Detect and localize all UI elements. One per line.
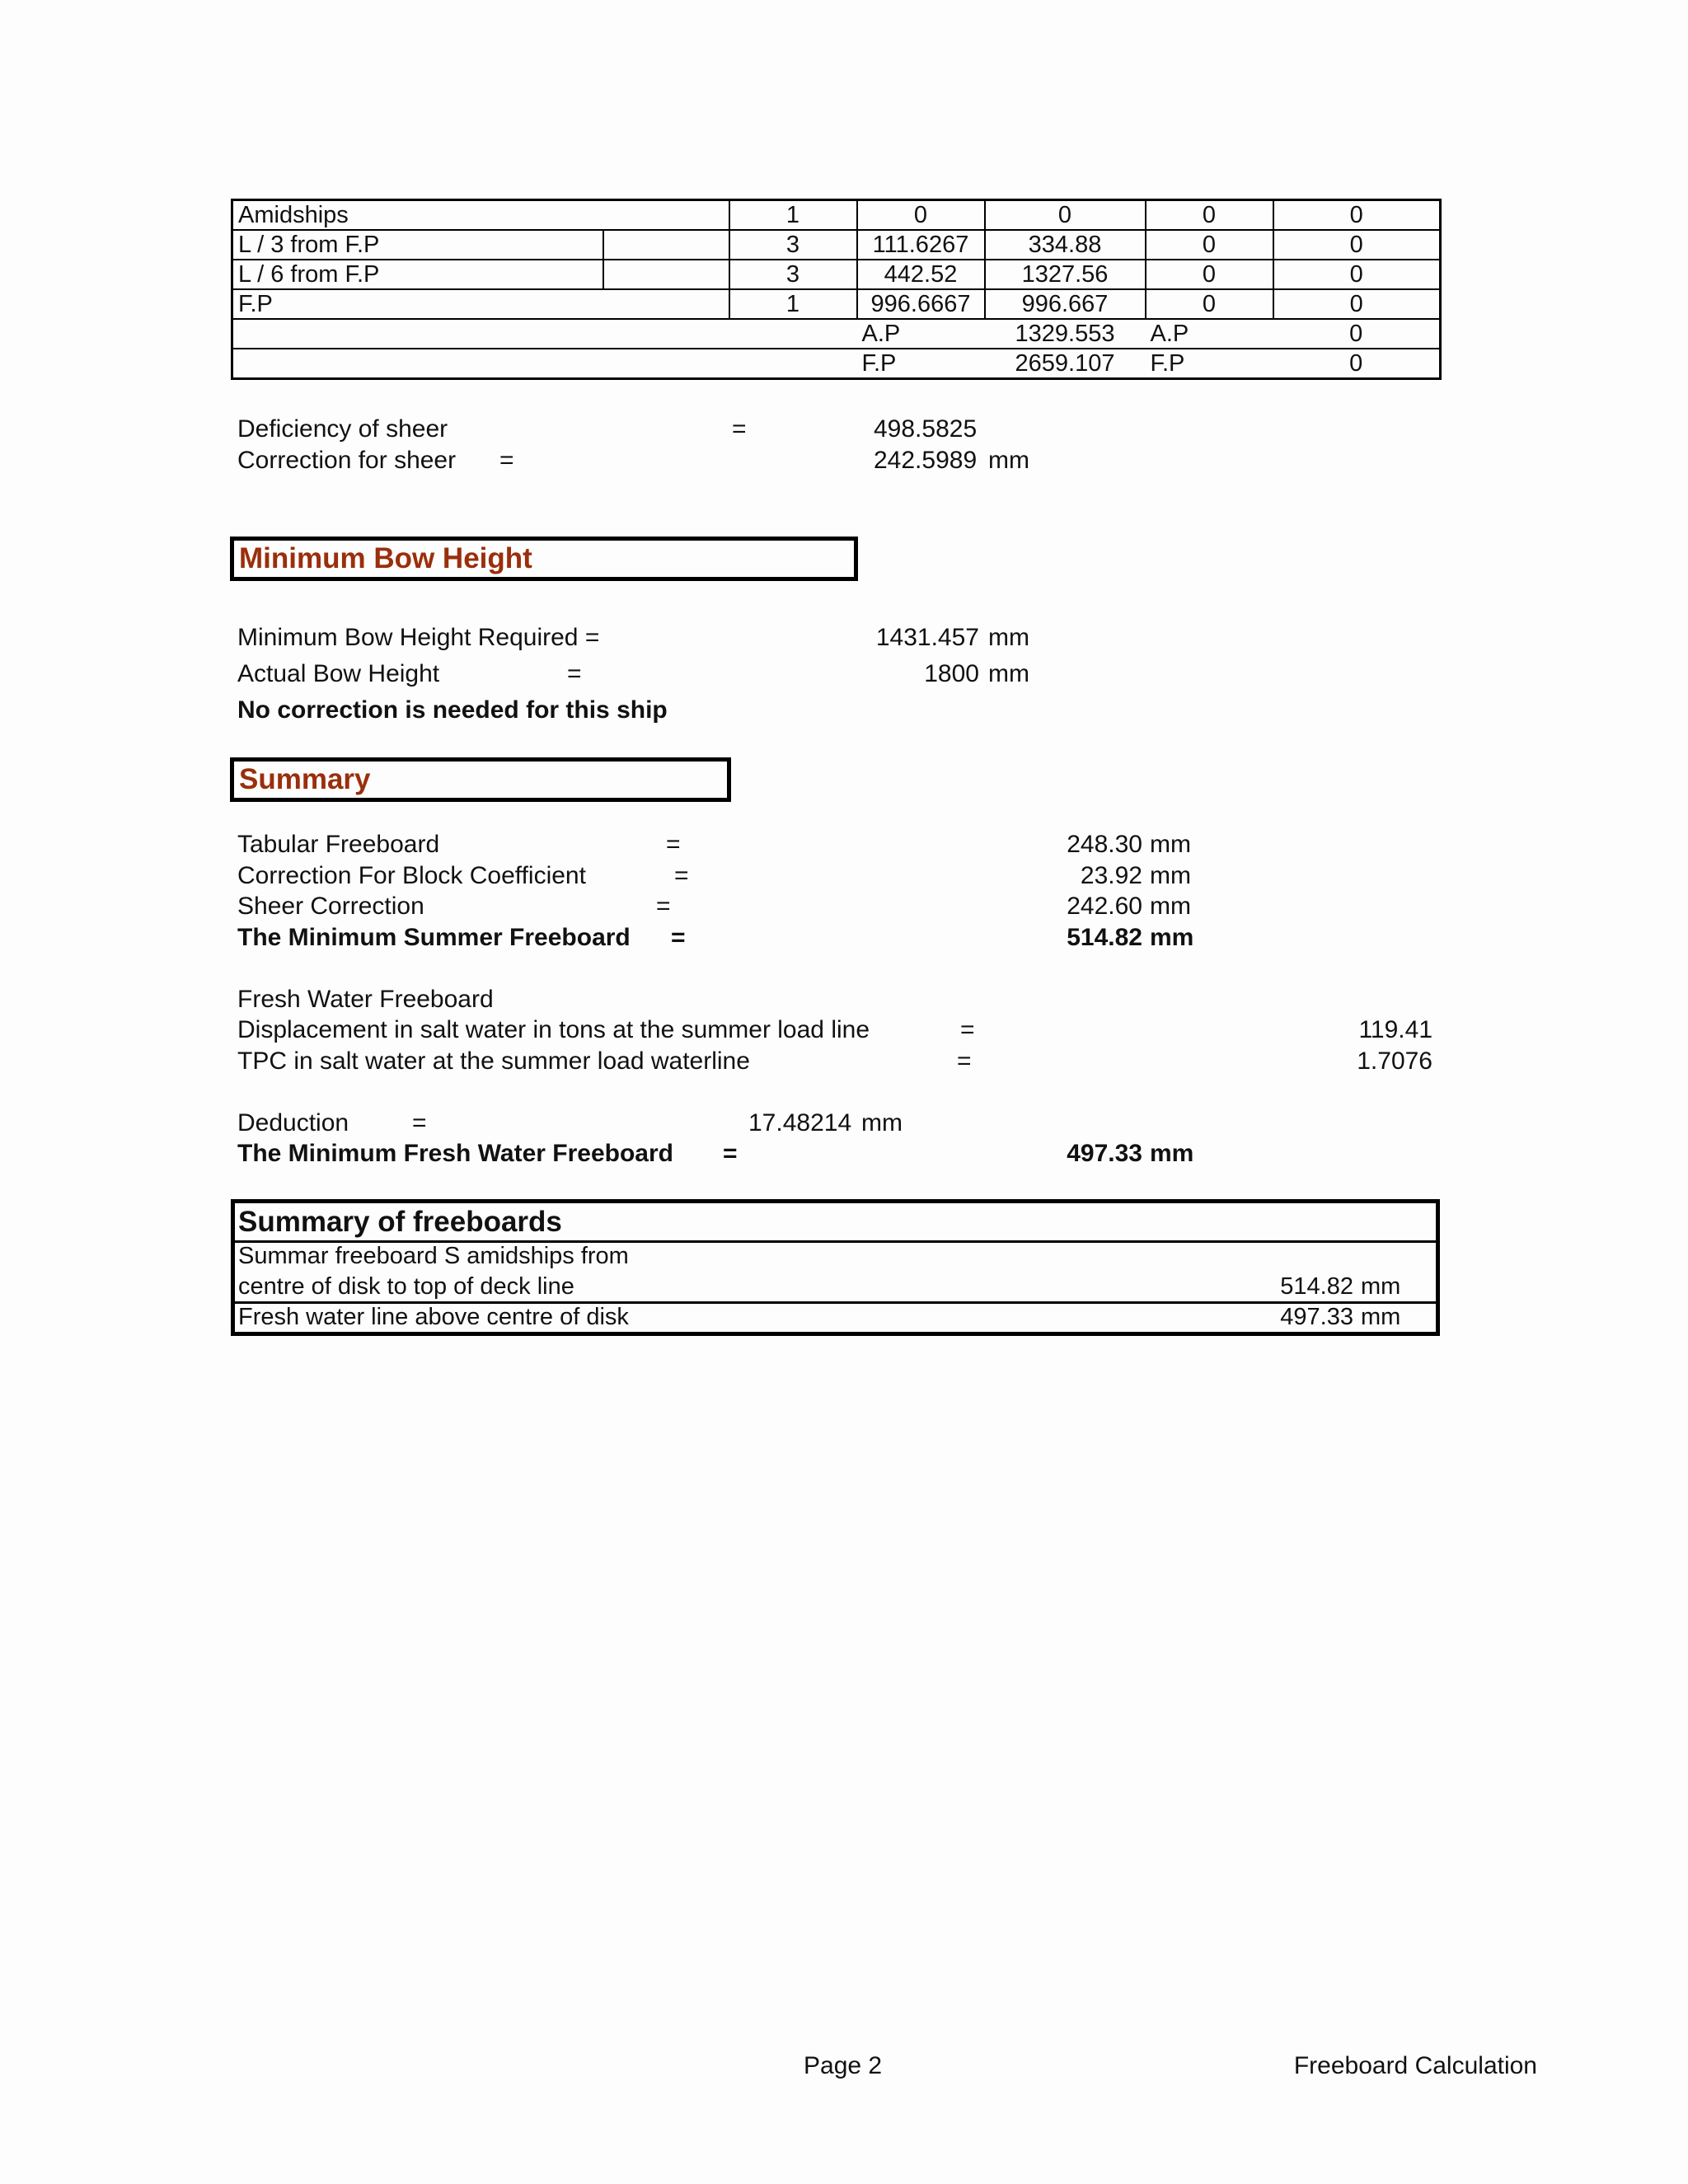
page-number: Page 2: [804, 2052, 883, 2079]
value-cell: 0: [1146, 200, 1273, 231]
table-row: [232, 230, 1441, 260]
bow-actual-label: Actual Bow Height: [237, 660, 440, 687]
total-value: 2659.107: [985, 349, 1146, 379]
deficiency-value: 498.5825: [874, 415, 978, 443]
min-summer-freeboard-label: The Minimum Summer Freeboard: [237, 924, 631, 951]
tpc-label: TPC in salt water at the summer load waterline: [237, 1047, 750, 1075]
correction-value: 242.5989: [874, 447, 978, 474]
station-cell: Amidships: [232, 200, 729, 231]
block-coefficient-unit: mm: [1150, 862, 1191, 889]
tabular-freeboard-unit: mm: [1150, 831, 1191, 858]
min-summer-freeboard-unit: mm: [1150, 924, 1194, 951]
value-cell: 0: [1146, 289, 1273, 319]
value-cell: 442.52: [857, 260, 985, 289]
min-fresh-water-freeboard-unit: mm: [1150, 1140, 1194, 1167]
value-cell: 0: [1273, 289, 1441, 319]
bow-actual-value: 1800: [924, 660, 979, 687]
min-fresh-water-freeboard-equals: =: [723, 1140, 738, 1167]
sheer-correction-value: 242.60: [1067, 893, 1142, 920]
sheer-correction-label: Sheer Correction: [237, 893, 424, 920]
bow-required-label: Minimum Bow Height Required =: [237, 624, 600, 651]
displacement-label: Displacement in salt water in tons at the summer load line: [237, 1016, 870, 1043]
summer-freeboard-unit: mm: [1361, 1273, 1401, 1300]
simpson-multiplier-cell: 3: [729, 260, 857, 289]
summary-heading: Summary: [230, 757, 731, 802]
value-cell: 0: [1146, 230, 1273, 260]
block-coefficient-equals: =: [674, 862, 689, 889]
min-summer-freeboard-value: 514.82: [1067, 924, 1142, 951]
correction-equals: =: [499, 447, 514, 474]
table-row-total: [232, 349, 1441, 379]
deficiency-label: Deficiency of sheer: [237, 415, 448, 443]
simpson-multiplier-cell: 1: [729, 200, 857, 231]
summer-freeboard-line2: centre of disk to top of deck line: [238, 1273, 574, 1300]
min-fresh-water-freeboard-value: 497.33: [1067, 1140, 1142, 1167]
value-cell: 0: [1273, 260, 1441, 289]
simpson-multiplier-cell: 1: [729, 289, 857, 319]
min-summer-freeboard-equals: =: [671, 924, 686, 951]
value-cell: 0: [985, 200, 1146, 231]
table-row: [232, 260, 1441, 289]
deduction-label: Deduction: [237, 1109, 349, 1137]
deduction-value: 17.48214: [748, 1109, 852, 1137]
deduction-equals: =: [412, 1109, 427, 1137]
value-cell: 0: [1273, 230, 1441, 260]
bow-required-unit: mm: [988, 624, 1029, 651]
correction-label: Correction for sheer: [237, 447, 457, 474]
summer-freeboard-value: 514.82: [1280, 1273, 1353, 1300]
total-label: F.P: [857, 349, 985, 379]
tabular-freeboard-label: Tabular Freeboard: [237, 831, 440, 858]
station-cell: L / 3 from F.P: [232, 230, 603, 260]
bow-note: No correction is needed for this ship: [237, 696, 668, 724]
value-cell: 0: [1146, 260, 1273, 289]
footer-title: Freeboard Calculation: [1293, 2052, 1537, 2079]
value-cell: 996.667: [985, 289, 1146, 319]
tabular-freeboard-value: 248.30: [1067, 831, 1142, 858]
fresh-water-line-value: 497.33: [1280, 1304, 1353, 1330]
table-row: [232, 289, 1441, 319]
bow-actual-equals: =: [567, 660, 582, 687]
total-value: 1329.553: [985, 319, 1146, 349]
sheer-table: [231, 199, 1442, 380]
correction-unit: mm: [988, 447, 1029, 474]
simpson-multiplier-cell: 3: [729, 230, 857, 260]
empty-cell: [603, 230, 729, 260]
total-label: F.P: [1146, 349, 1273, 379]
tpc-equals: =: [957, 1047, 972, 1075]
sheer-correction-equals: =: [656, 893, 671, 920]
value-cell: 996.6667: [857, 289, 985, 319]
summary-of-freeboards-title: Summary of freeboards: [238, 1206, 562, 1238]
tpc-value: 1.7076: [1357, 1047, 1432, 1075]
block-coefficient-label: Correction For Block Coefficient: [237, 862, 586, 889]
value-cell: 111.6267: [857, 230, 985, 260]
deficiency-equals: =: [732, 415, 747, 443]
summary-of-freeboards-table: [231, 1199, 1440, 1336]
bow-actual-unit: mm: [988, 660, 1029, 687]
station-cell: F.P: [232, 289, 729, 319]
block-coefficient-value: 23.92: [1080, 862, 1142, 889]
displacement-equals: =: [960, 1016, 975, 1043]
fresh-water-line-label: Fresh water line above centre of disk: [238, 1304, 629, 1330]
value-cell: 334.88: [985, 230, 1146, 260]
value-cell: 0: [857, 200, 985, 231]
min-fresh-water-freeboard-label: The Minimum Fresh Water Freeboard: [237, 1140, 673, 1167]
deduction-unit: mm: [861, 1109, 903, 1137]
bow-height-heading: Minimum Bow Height: [230, 537, 858, 581]
tabular-freeboard-equals: =: [666, 831, 681, 858]
total-value: 0: [1273, 319, 1441, 349]
table-row: [232, 200, 1441, 231]
fresh-water-line-unit: mm: [1361, 1304, 1401, 1330]
fresh-water-heading: Fresh Water Freeboard: [237, 986, 494, 1013]
value-cell: 0: [1273, 200, 1441, 231]
value-cell: 1327.56: [985, 260, 1146, 289]
station-cell: L / 6 from F.P: [232, 260, 603, 289]
empty-cell: [603, 260, 729, 289]
total-label: A.P: [857, 319, 985, 349]
total-label: A.P: [1146, 319, 1273, 349]
displacement-value: 119.41: [1358, 1016, 1432, 1043]
bow-required-value: 1431.457: [875, 624, 979, 651]
table-row-total: [232, 319, 1441, 349]
summer-freeboard-line1: Summar freeboard S amidships from: [238, 1243, 629, 1269]
total-value: 0: [1273, 349, 1441, 379]
sheer-correction-unit: mm: [1150, 893, 1191, 920]
